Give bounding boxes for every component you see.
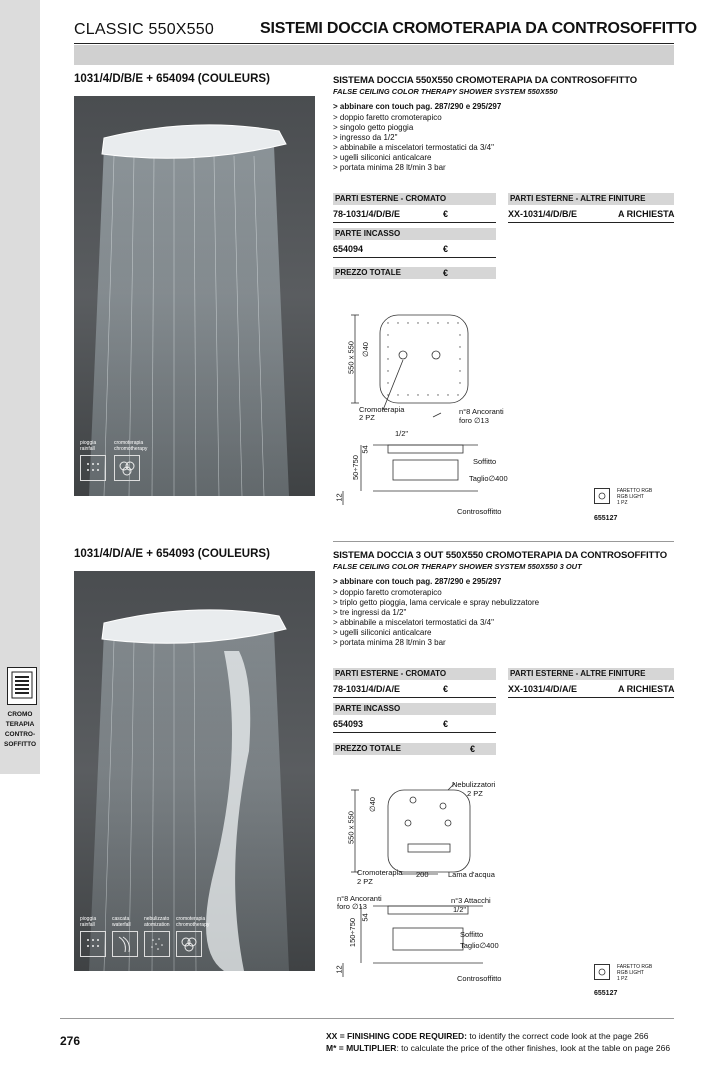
icon-label: cascata — [112, 916, 130, 922]
strip-label-4: SOFFITTO — [3, 741, 37, 748]
footer-line-2 — [326, 1043, 670, 1054]
xx-text: to identify the correct code look at the page 266 — [466, 1031, 649, 1041]
label-half-inch: 1/2" — [453, 905, 467, 914]
strip-label-2: TERAPIA — [5, 721, 35, 728]
currency: € — [443, 209, 449, 219]
product-2-subtitle: FALSE CEILING COLOR THERAPY SHOWER SYSTEM 550X550 3 OUT — [333, 562, 582, 571]
ext-chrome-code: 78-1031/4/D/A/E — [333, 684, 401, 694]
dim-size: 550 x 550 — [346, 341, 356, 374]
incasso-label: PARTE INCASSO — [333, 228, 496, 240]
product-1-icon-2 — [114, 440, 147, 481]
dim-diameter: ∅40 — [360, 342, 370, 357]
label-attacchi: n°3 Attacchi — [451, 896, 491, 905]
feature-item: > doppio faretto cromoterapico — [333, 588, 442, 597]
icon-label: waterfall — [112, 922, 131, 928]
product-2-icon-1 — [80, 916, 106, 957]
strip-label-1: CROMO — [7, 711, 33, 718]
divider — [333, 697, 496, 698]
rgb-light-icon — [594, 488, 610, 504]
dim-200: 200 — [416, 870, 429, 879]
product-2-icon-3 — [144, 916, 170, 957]
dim-54: 54 — [360, 445, 370, 454]
product-1-note: > abbinare con touch pag. 287/290 e 295/297 — [333, 102, 502, 111]
dim-54: 54 — [360, 913, 370, 922]
ext-other-code: XX-1031/4/D/B/E — [508, 209, 578, 219]
accessory-line: 1 PZ — [617, 976, 628, 982]
accessory-line: FARETTO RGB — [617, 488, 653, 494]
m-bold: = MULTIPLIER — [336, 1043, 397, 1053]
divider — [508, 697, 674, 698]
product-1-photo — [74, 96, 315, 496]
currency: € — [443, 244, 449, 254]
icon-label: nebulizzato — [144, 916, 170, 922]
icon-label: chromotherapy — [176, 922, 210, 928]
atomization-icon — [144, 931, 170, 957]
product-2-features — [333, 588, 539, 648]
footer-rule — [60, 1018, 674, 1019]
label-nebul-qty: 2 PZ — [467, 789, 483, 798]
product-1-diagram — [333, 305, 523, 520]
feature-item: > abbinabile a miscelatori termostatici da 3/4" — [333, 618, 494, 627]
label-soffitto: Soffitto — [460, 930, 484, 939]
product-1-features — [333, 113, 494, 173]
header-bar — [74, 45, 674, 65]
label-cromo-qty: 2 PZ — [359, 413, 375, 422]
product-1-subtitle: FALSE CEILING COLOR THERAPY SHOWER SYSTEM 550X550 — [333, 87, 558, 96]
divider — [508, 222, 674, 223]
currency: € — [443, 719, 449, 729]
footer-line-1 — [326, 1031, 648, 1042]
accessory-line: 1 PZ — [617, 500, 628, 506]
product-1-heading: 1031/4/D/B/E + 654094 (COULEURS) — [74, 73, 270, 85]
m-text: : to calculate the price of the other finishes, look at the table on page 266 — [396, 1043, 671, 1053]
product-2-icon-2 — [112, 916, 138, 957]
icon-label: pioggia — [80, 916, 97, 922]
label-cromo-qty: 2 PZ — [357, 877, 373, 886]
currency: € — [470, 744, 476, 754]
currency: € — [443, 268, 449, 278]
ext-chrome-label: PARTI ESTERNE - CROMATO — [333, 668, 496, 680]
accessory-line: RGB LIGHT — [617, 970, 644, 976]
xx-key: XX — [326, 1031, 338, 1041]
product-1-icon-1 — [80, 440, 106, 481]
dim-size: 550 x 550 — [346, 811, 356, 844]
feature-item: > singolo getto pioggia — [333, 123, 414, 132]
feature-item: > portata minima 28 lt/min 3 bar — [333, 638, 446, 647]
feature-item: > ugelli siliconici anticalcare — [333, 153, 432, 162]
label-cromo: Cromoterapia — [359, 405, 405, 414]
strip-label-3: CONTRO- — [4, 731, 36, 738]
icon-label: rainfall — [80, 922, 95, 928]
product-2-title: SISTEMA DOCCIA 3 OUT 550X550 CROMOTERAPIA DA CONTROSOFFITTO — [333, 550, 668, 561]
label-nebulizzatori: Nebulizzatori — [452, 780, 496, 789]
accessory-line: RGB LIGHT — [617, 494, 644, 500]
dim-range: 50÷750 — [350, 455, 360, 480]
dim-12: 12 — [334, 493, 344, 502]
accessory-2-code: 655127 — [594, 990, 618, 997]
rainfall-icon — [80, 931, 106, 957]
ext-chrome-label: PARTI ESTERNE - CROMATO — [333, 193, 496, 205]
label-anchors-hole: foro ∅13 — [337, 902, 367, 911]
label-anchors-hole: foro ∅13 — [459, 416, 489, 425]
ext-other-code: XX-1031/4/D/A/E — [508, 684, 578, 694]
ext-other-price: A RICHIESTA — [618, 209, 675, 219]
dim-12: 12 — [334, 965, 344, 974]
icon-label: pioggia — [80, 440, 97, 446]
label-lama: Lama d'acqua — [448, 870, 495, 879]
incasso-code: 654094 — [333, 244, 364, 254]
accessory-2-text — [617, 964, 652, 982]
label-controsoffitto: Controsoffitto — [457, 974, 502, 983]
accessory-1-text — [617, 488, 652, 506]
accessory-line: FARETTO RGB — [617, 964, 653, 970]
label-anchors: n°8 Ancoranti — [459, 407, 504, 416]
ext-other-price: A RICHIESTA — [618, 684, 675, 694]
feature-item: > portata minima 28 lt/min 3 bar — [333, 163, 446, 172]
product-2-note: > abbinare con touch pag. 287/290 e 295/297 — [333, 577, 502, 586]
label-controsoffitto: Controsoffitto — [457, 507, 502, 516]
ext-other-label: PARTI ESTERNE - ALTRE FINITURE — [508, 193, 674, 205]
ext-chrome-code: 78-1031/4/D/B/E — [333, 209, 401, 219]
feature-item: > triplo getto pioggia, lama cervicale e spray nebulizzatore — [333, 598, 540, 607]
icon-label: cromoterapia — [176, 916, 206, 922]
label-taglio: Taglio∅400 — [469, 474, 508, 483]
incasso-code: 654093 — [333, 719, 364, 729]
divider — [333, 257, 496, 258]
header-right-title: SISTEMI DOCCIA CROMOTERAPIA DA CONTROSOFFITTO — [260, 20, 697, 37]
header-left-title: CLASSIC 550X550 — [74, 21, 214, 38]
product-2-icon-4 — [176, 916, 209, 957]
total-label: PREZZO TOTALE — [333, 743, 496, 755]
waterfall-icon — [112, 931, 138, 957]
icon-label: chromotherapy — [114, 446, 148, 452]
icon-label: rainfall — [80, 446, 95, 452]
label-half-inch: 1/2" — [395, 429, 409, 438]
divider — [333, 222, 496, 223]
label-taglio: Taglio∅400 — [460, 941, 499, 950]
section-divider — [333, 541, 674, 542]
currency: € — [443, 684, 449, 694]
divider — [333, 732, 496, 733]
header-rule — [74, 43, 674, 44]
rgb-light-icon — [594, 964, 610, 980]
chromotherapy-icon — [176, 931, 202, 957]
m-key: M* — [326, 1043, 337, 1053]
side-strip — [0, 0, 40, 774]
incasso-label: PARTE INCASSO — [333, 703, 496, 715]
feature-item: > ingresso da 1/2" — [333, 133, 398, 142]
feature-item: > ugelli siliconici anticalcare — [333, 628, 432, 637]
xx-bold: = FINISHING CODE REQUIRED: — [337, 1031, 467, 1041]
product-2-heading: 1031/4/D/A/E + 654093 (COULEURS) — [74, 548, 270, 560]
chromotherapy-icon — [114, 455, 140, 481]
icon-label: cromoterapia — [114, 440, 144, 446]
dim-range: 150÷750 — [348, 917, 358, 948]
total-label: PREZZO TOTALE — [333, 267, 496, 279]
product-1-title: SISTEMA DOCCIA 550X550 CROMOTERAPIA DA CONTROSOFFITTO — [333, 75, 638, 86]
feature-item: > doppio faretto cromoterapico — [333, 113, 442, 122]
accessory-1-code: 655127 — [594, 515, 618, 522]
rainfall-icon — [80, 455, 106, 481]
feature-item: > abbinabile a miscelatori termostatici da 3/4" — [333, 143, 494, 152]
feature-item: > tre ingressi da 1/2" — [333, 608, 407, 617]
label-soffitto: Soffitto — [473, 457, 497, 466]
category-icon — [7, 667, 37, 705]
dim-diameter: ∅40 — [367, 797, 377, 812]
label-anchors: n°8 Ancoranti — [337, 894, 382, 903]
ext-other-label: PARTI ESTERNE - ALTRE FINITURE — [508, 668, 674, 680]
icon-label: atomization — [144, 922, 170, 928]
product-2-diagram — [333, 778, 533, 988]
product-2-photo — [74, 571, 315, 971]
label-cromo: Cromoterapia — [357, 868, 403, 877]
page-number: 276 — [60, 1034, 81, 1048]
